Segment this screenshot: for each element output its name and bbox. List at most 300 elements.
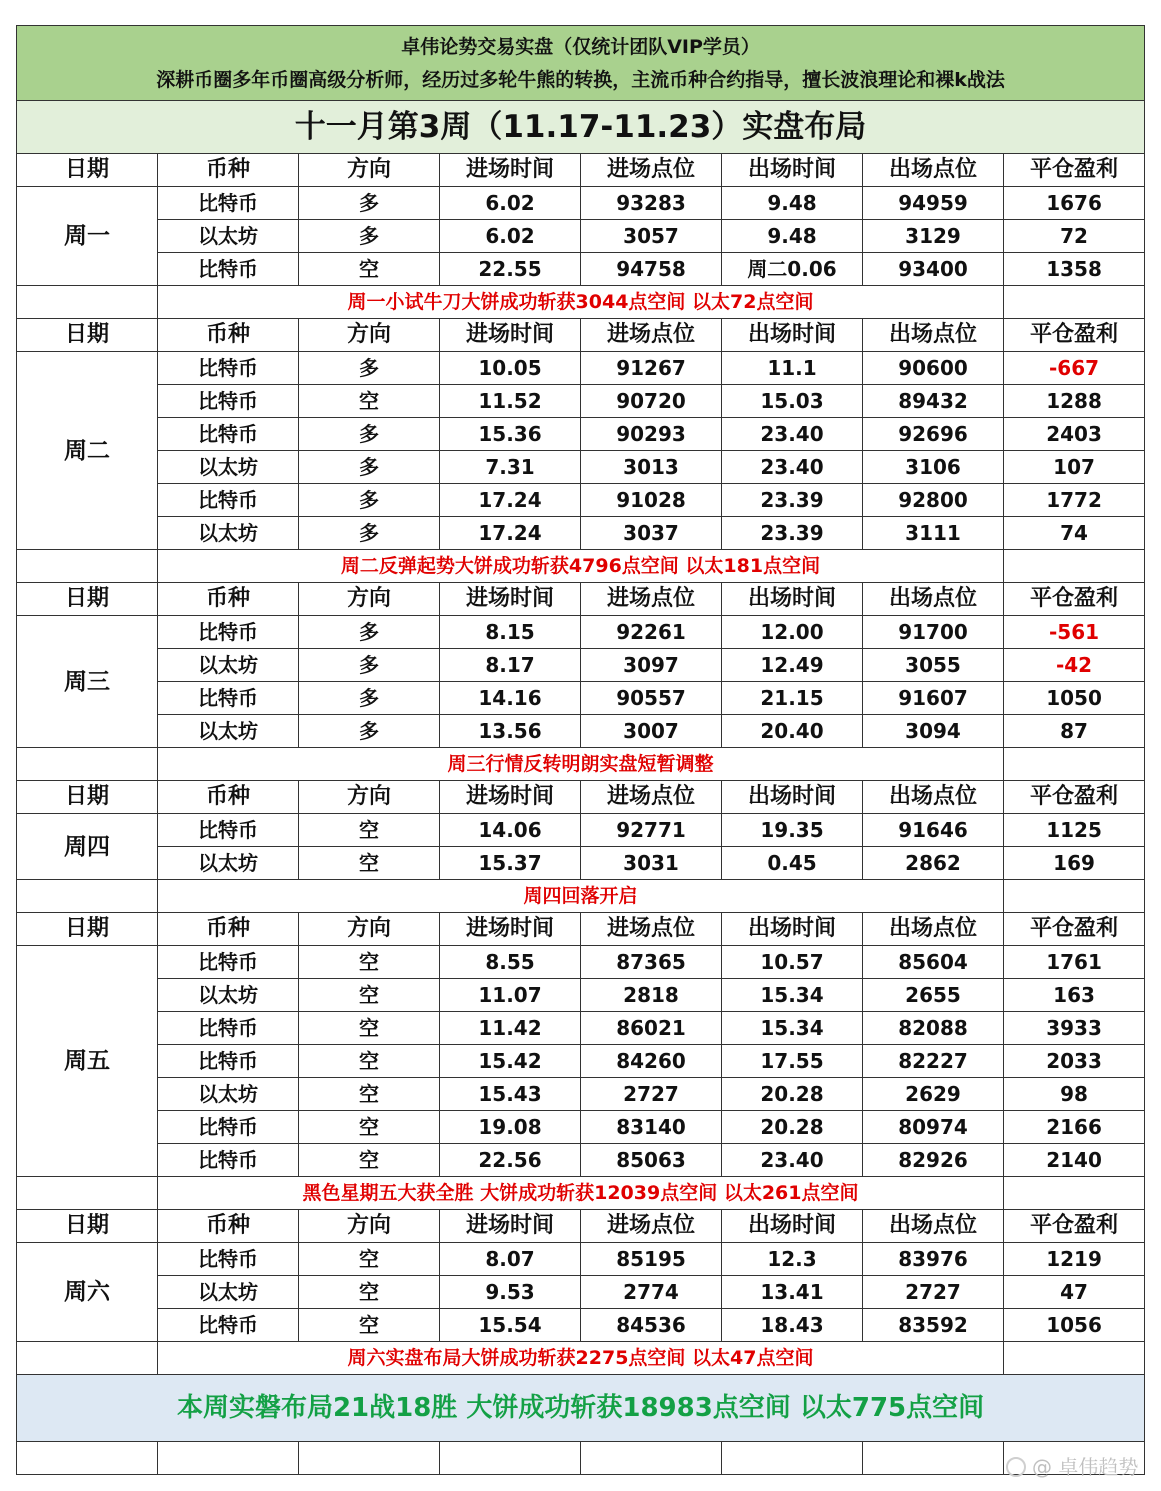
cell-entry-price: 3031 <box>581 847 722 880</box>
cell-entry-time: 9.53 <box>440 1276 581 1309</box>
day-label: 周三 <box>17 616 158 748</box>
cell-profit: 1761 <box>1004 946 1145 979</box>
table-row <box>17 847 1145 880</box>
note-empty-left <box>17 1342 158 1375</box>
cell-coin: 以太坊 <box>158 715 299 748</box>
cell-direction: 多 <box>299 484 440 517</box>
day-label: 周五 <box>17 946 158 1177</box>
cell-exit-price: 92696 <box>863 418 1004 451</box>
column-header: 进场时间 <box>440 154 581 187</box>
column-header: 出场点位 <box>863 913 1004 946</box>
cell-profit: 2033 <box>1004 1045 1145 1078</box>
column-header: 进场时间 <box>440 1210 581 1243</box>
note-empty-right <box>1004 1177 1145 1210</box>
day-summary-note: 周三行情反转明朗实盘短暂调整 <box>158 748 1004 781</box>
trade-table <box>16 25 1145 1475</box>
cell-direction: 空 <box>299 253 440 286</box>
banner-line-2: 深耕币圈多年币圈高级分析师，经历过多轮牛熊的转换，主流币种合约指导，擅长波浪理论和裸k战法 <box>17 63 1145 101</box>
cell-exit-time: 周二0.06 <box>722 253 863 286</box>
cell-exit-time: 0.45 <box>722 847 863 880</box>
column-header: 平仓盈利 <box>1004 1210 1145 1243</box>
column-header: 出场时间 <box>722 781 863 814</box>
column-header: 出场点位 <box>863 1210 1004 1243</box>
table-row <box>17 649 1145 682</box>
cell-exit-price: 92800 <box>863 484 1004 517</box>
note-empty-right <box>1004 880 1145 913</box>
cell-direction: 多 <box>299 451 440 484</box>
cell-direction: 空 <box>299 847 440 880</box>
cell-coin: 比特币 <box>158 814 299 847</box>
cell-direction: 多 <box>299 352 440 385</box>
cell-profit: -561 <box>1004 616 1145 649</box>
cell-coin: 比特币 <box>158 946 299 979</box>
table-row <box>17 418 1145 451</box>
day-summary-note: 黑色星期五大获全胜 大饼成功斩获12039点空间 以太261点空间 <box>158 1177 1004 1210</box>
note-row <box>17 550 1145 583</box>
note-empty-right <box>1004 550 1145 583</box>
table-row <box>17 1045 1145 1078</box>
cell-direction: 多 <box>299 187 440 220</box>
column-header: 平仓盈利 <box>1004 583 1145 616</box>
cell-coin: 比特币 <box>158 484 299 517</box>
cell-entry-price: 3057 <box>581 220 722 253</box>
column-header: 进场时间 <box>440 913 581 946</box>
cell-profit: 87 <box>1004 715 1145 748</box>
column-header: 币种 <box>158 583 299 616</box>
cell-coin: 以太坊 <box>158 979 299 1012</box>
cell-entry-time: 8.15 <box>440 616 581 649</box>
column-header: 进场点位 <box>581 781 722 814</box>
cell-coin: 比特币 <box>158 682 299 715</box>
cell-profit: -42 <box>1004 649 1145 682</box>
cell-exit-time: 15.03 <box>722 385 863 418</box>
cell-exit-time: 12.00 <box>722 616 863 649</box>
cell-entry-price: 94758 <box>581 253 722 286</box>
cell-profit: 163 <box>1004 979 1145 1012</box>
cell-entry-time: 22.56 <box>440 1144 581 1177</box>
cell-coin: 以太坊 <box>158 649 299 682</box>
cell-entry-time: 7.31 <box>440 451 581 484</box>
blank-cell <box>158 1442 299 1475</box>
cell-exit-time: 23.40 <box>722 1144 863 1177</box>
cell-entry-time: 14.06 <box>440 814 581 847</box>
cell-entry-time: 17.24 <box>440 484 581 517</box>
cell-entry-time: 15.36 <box>440 418 581 451</box>
column-header: 进场点位 <box>581 583 722 616</box>
cell-coin: 以太坊 <box>158 1276 299 1309</box>
cell-entry-time: 11.52 <box>440 385 581 418</box>
cell-coin: 比特币 <box>158 1045 299 1078</box>
note-empty-right <box>1004 286 1145 319</box>
column-header: 出场时间 <box>722 913 863 946</box>
cell-direction: 空 <box>299 1144 440 1177</box>
cell-exit-time: 19.35 <box>722 814 863 847</box>
table-row <box>17 517 1145 550</box>
column-header: 进场时间 <box>440 583 581 616</box>
cell-exit-price: 89432 <box>863 385 1004 418</box>
column-header: 方向 <box>299 154 440 187</box>
table-row <box>17 1012 1145 1045</box>
cell-coin: 比特币 <box>158 1309 299 1342</box>
banner-row-1 <box>17 26 1145 64</box>
day-label: 周六 <box>17 1243 158 1342</box>
trade-sheet <box>16 25 1144 1475</box>
note-row <box>17 748 1145 781</box>
table-row <box>17 814 1145 847</box>
cell-entry-time: 15.42 <box>440 1045 581 1078</box>
cell-profit: 1125 <box>1004 814 1145 847</box>
column-header: 出场点位 <box>863 319 1004 352</box>
cell-exit-price: 82227 <box>863 1045 1004 1078</box>
cell-entry-price: 83140 <box>581 1111 722 1144</box>
cell-exit-time: 18.43 <box>722 1309 863 1342</box>
column-header: 日期 <box>17 1210 158 1243</box>
cell-entry-price: 90293 <box>581 418 722 451</box>
cell-direction: 空 <box>299 979 440 1012</box>
cell-entry-price: 92261 <box>581 616 722 649</box>
table-row <box>17 682 1145 715</box>
table-row <box>17 220 1145 253</box>
day-summary-note: 周一小试牛刀大饼成功斩获3044点空间 以太72点空间 <box>158 286 1004 319</box>
column-header: 方向 <box>299 913 440 946</box>
cell-direction: 多 <box>299 649 440 682</box>
note-row <box>17 286 1145 319</box>
banner-row-2 <box>17 63 1145 101</box>
cell-profit: 169 <box>1004 847 1145 880</box>
cell-coin: 以太坊 <box>158 847 299 880</box>
blank-cell <box>863 1442 1004 1475</box>
cell-entry-price: 91028 <box>581 484 722 517</box>
column-header: 日期 <box>17 319 158 352</box>
blank-row <box>17 1442 1145 1475</box>
summary-row <box>17 1375 1145 1442</box>
day-label: 周二 <box>17 352 158 550</box>
column-header: 日期 <box>17 781 158 814</box>
header-row <box>17 154 1145 187</box>
table-row <box>17 1111 1145 1144</box>
cell-coin: 以太坊 <box>158 517 299 550</box>
cell-direction: 多 <box>299 220 440 253</box>
cell-coin: 比特币 <box>158 253 299 286</box>
header-row <box>17 319 1145 352</box>
column-header: 出场时间 <box>722 583 863 616</box>
blank-cell <box>299 1442 440 1475</box>
cell-entry-time: 13.56 <box>440 715 581 748</box>
cell-entry-time: 8.55 <box>440 946 581 979</box>
cell-direction: 空 <box>299 1309 440 1342</box>
watermark <box>1006 1451 1138 1480</box>
cell-coin: 比特币 <box>158 1111 299 1144</box>
column-header: 方向 <box>299 1210 440 1243</box>
blank-cell <box>17 1442 158 1475</box>
column-header: 平仓盈利 <box>1004 154 1145 187</box>
cell-profit: 1358 <box>1004 253 1145 286</box>
cell-exit-time: 17.55 <box>722 1045 863 1078</box>
blank-cell <box>722 1442 863 1475</box>
cell-profit: 1219 <box>1004 1243 1145 1276</box>
cell-exit-time: 20.28 <box>722 1111 863 1144</box>
header-row <box>17 583 1145 616</box>
cell-exit-price: 3106 <box>863 451 1004 484</box>
column-header: 方向 <box>299 319 440 352</box>
cell-entry-time: 15.54 <box>440 1309 581 1342</box>
cell-exit-price: 91607 <box>863 682 1004 715</box>
cell-profit: 98 <box>1004 1078 1145 1111</box>
table-row <box>17 1309 1145 1342</box>
cell-exit-time: 12.3 <box>722 1243 863 1276</box>
cell-profit: 2166 <box>1004 1111 1145 1144</box>
column-header: 出场时间 <box>722 1210 863 1243</box>
cell-direction: 空 <box>299 814 440 847</box>
cell-coin: 以太坊 <box>158 220 299 253</box>
table-row <box>17 1243 1145 1276</box>
cell-direction: 空 <box>299 946 440 979</box>
cell-entry-price: 84536 <box>581 1309 722 1342</box>
cell-direction: 空 <box>299 1045 440 1078</box>
cell-profit: 107 <box>1004 451 1145 484</box>
cell-entry-time: 22.55 <box>440 253 581 286</box>
column-header: 方向 <box>299 781 440 814</box>
cell-entry-time: 15.43 <box>440 1078 581 1111</box>
cell-entry-time: 8.07 <box>440 1243 581 1276</box>
cell-profit: 2140 <box>1004 1144 1145 1177</box>
cell-entry-time: 10.05 <box>440 352 581 385</box>
cell-entry-time: 6.02 <box>440 187 581 220</box>
cell-profit: 1772 <box>1004 484 1145 517</box>
cell-exit-price: 90600 <box>863 352 1004 385</box>
column-header: 币种 <box>158 913 299 946</box>
cell-exit-time: 20.40 <box>722 715 863 748</box>
cell-entry-time: 11.07 <box>440 979 581 1012</box>
table-row <box>17 979 1145 1012</box>
note-empty-right <box>1004 1342 1145 1375</box>
table-row <box>17 616 1145 649</box>
cell-coin: 以太坊 <box>158 1078 299 1111</box>
header-row <box>17 913 1145 946</box>
cell-entry-price: 2774 <box>581 1276 722 1309</box>
table-row <box>17 715 1145 748</box>
table-row <box>17 352 1145 385</box>
cell-exit-price: 91646 <box>863 814 1004 847</box>
cell-coin: 比特币 <box>158 1243 299 1276</box>
cell-entry-price: 85063 <box>581 1144 722 1177</box>
cell-profit: 1050 <box>1004 682 1145 715</box>
table-row <box>17 187 1145 220</box>
column-header: 平仓盈利 <box>1004 319 1145 352</box>
cell-profit: 74 <box>1004 517 1145 550</box>
watermark-text: @ 卓伟趋势 <box>1032 1455 1139 1479</box>
cell-entry-price: 3013 <box>581 451 722 484</box>
cell-exit-price: 82088 <box>863 1012 1004 1045</box>
cell-exit-price: 3055 <box>863 649 1004 682</box>
week-summary: 本周实磐布局21战18胜 大饼成功斩获18983点空间 以太775点空间 <box>17 1375 1145 1442</box>
column-header: 日期 <box>17 913 158 946</box>
cell-exit-price: 2862 <box>863 847 1004 880</box>
column-header: 出场时间 <box>722 154 863 187</box>
column-header: 进场点位 <box>581 319 722 352</box>
cell-exit-price: 2629 <box>863 1078 1004 1111</box>
table-row <box>17 946 1145 979</box>
blank-cell <box>440 1442 581 1475</box>
cell-coin: 比特币 <box>158 385 299 418</box>
cell-exit-price: 3111 <box>863 517 1004 550</box>
cell-direction: 空 <box>299 385 440 418</box>
cell-exit-price: 2727 <box>863 1276 1004 1309</box>
column-header: 币种 <box>158 1210 299 1243</box>
header-row <box>17 1210 1145 1243</box>
note-empty-left <box>17 880 158 913</box>
cell-entry-time: 17.24 <box>440 517 581 550</box>
column-header: 进场时间 <box>440 319 581 352</box>
cell-profit: 47 <box>1004 1276 1145 1309</box>
cell-entry-time: 15.37 <box>440 847 581 880</box>
cell-direction: 空 <box>299 1243 440 1276</box>
cell-entry-time: 14.16 <box>440 682 581 715</box>
cell-exit-price: 3129 <box>863 220 1004 253</box>
column-header: 平仓盈利 <box>1004 913 1145 946</box>
column-header: 出场时间 <box>722 319 863 352</box>
column-header: 日期 <box>17 583 158 616</box>
cell-direction: 空 <box>299 1078 440 1111</box>
cell-exit-price: 91700 <box>863 616 1004 649</box>
cell-coin: 比特币 <box>158 352 299 385</box>
table-row <box>17 1078 1145 1111</box>
day-summary-note: 周四回落开启 <box>158 880 1004 913</box>
cell-exit-time: 23.40 <box>722 418 863 451</box>
cell-exit-price: 93400 <box>863 253 1004 286</box>
cell-profit: -667 <box>1004 352 1145 385</box>
cell-exit-price: 94959 <box>863 187 1004 220</box>
cell-exit-time: 23.39 <box>722 484 863 517</box>
cell-exit-time: 23.39 <box>722 517 863 550</box>
cell-entry-time: 6.02 <box>440 220 581 253</box>
column-header: 币种 <box>158 319 299 352</box>
cell-entry-time: 11.42 <box>440 1012 581 1045</box>
cell-entry-price: 91267 <box>581 352 722 385</box>
cell-entry-price: 84260 <box>581 1045 722 1078</box>
note-row <box>17 1342 1145 1375</box>
cell-entry-price: 2727 <box>581 1078 722 1111</box>
note-empty-right <box>1004 748 1145 781</box>
cell-exit-time: 13.41 <box>722 1276 863 1309</box>
cell-entry-time: 8.17 <box>440 649 581 682</box>
column-header: 出场点位 <box>863 781 1004 814</box>
cell-exit-price: 85604 <box>863 946 1004 979</box>
note-empty-left <box>17 550 158 583</box>
column-header: 平仓盈利 <box>1004 781 1145 814</box>
note-empty-left <box>17 286 158 319</box>
cell-coin: 比特币 <box>158 418 299 451</box>
table-row <box>17 253 1145 286</box>
cell-entry-price: 2818 <box>581 979 722 1012</box>
cell-exit-price: 83976 <box>863 1243 1004 1276</box>
column-header: 币种 <box>158 781 299 814</box>
cell-exit-price: 80974 <box>863 1111 1004 1144</box>
cell-profit: 3933 <box>1004 1012 1145 1045</box>
page-title: 十一月第3周（11.17-11.23）实盘布局 <box>17 101 1145 154</box>
cell-exit-price: 2655 <box>863 979 1004 1012</box>
column-header: 进场点位 <box>581 1210 722 1243</box>
cell-exit-time: 21.15 <box>722 682 863 715</box>
cell-direction: 空 <box>299 1276 440 1309</box>
column-header: 进场点位 <box>581 154 722 187</box>
cell-direction: 多 <box>299 715 440 748</box>
watermark-logo-icon <box>1006 1457 1026 1477</box>
cell-entry-price: 90557 <box>581 682 722 715</box>
note-row <box>17 1177 1145 1210</box>
cell-coin: 比特币 <box>158 1012 299 1045</box>
cell-exit-price: 82926 <box>863 1144 1004 1177</box>
column-header: 出场点位 <box>863 154 1004 187</box>
column-header: 币种 <box>158 154 299 187</box>
cell-entry-price: 87365 <box>581 946 722 979</box>
cell-coin: 以太坊 <box>158 451 299 484</box>
cell-direction: 多 <box>299 418 440 451</box>
table-row <box>17 1144 1145 1177</box>
cell-coin: 比特币 <box>158 187 299 220</box>
cell-entry-price: 3007 <box>581 715 722 748</box>
cell-direction: 多 <box>299 682 440 715</box>
note-row <box>17 880 1145 913</box>
cell-profit: 1676 <box>1004 187 1145 220</box>
cell-profit: 1056 <box>1004 1309 1145 1342</box>
cell-entry-time: 19.08 <box>440 1111 581 1144</box>
cell-direction: 多 <box>299 517 440 550</box>
cell-direction: 空 <box>299 1012 440 1045</box>
table-row <box>17 1276 1145 1309</box>
day-label: 周一 <box>17 187 158 286</box>
cell-profit: 2403 <box>1004 418 1145 451</box>
cell-entry-price: 86021 <box>581 1012 722 1045</box>
column-header: 日期 <box>17 154 158 187</box>
cell-coin: 比特币 <box>158 616 299 649</box>
column-header: 进场点位 <box>581 913 722 946</box>
cell-coin: 比特币 <box>158 1144 299 1177</box>
day-summary-note: 周六实盘布局大饼成功斩获2275点空间 以太47点空间 <box>158 1342 1004 1375</box>
cell-exit-time: 9.48 <box>722 220 863 253</box>
cell-entry-price: 3037 <box>581 517 722 550</box>
cell-direction: 空 <box>299 1111 440 1144</box>
cell-entry-price: 85195 <box>581 1243 722 1276</box>
table-row <box>17 451 1145 484</box>
header-row <box>17 781 1145 814</box>
cell-exit-time: 11.1 <box>722 352 863 385</box>
table-row <box>17 385 1145 418</box>
title-row <box>17 101 1145 154</box>
cell-entry-price: 93283 <box>581 187 722 220</box>
day-summary-note: 周二反弹起势大饼成功斩获4796点空间 以太181点空间 <box>158 550 1004 583</box>
cell-exit-time: 15.34 <box>722 979 863 1012</box>
cell-direction: 多 <box>299 616 440 649</box>
banner-line-1: 卓伟论势交易实盘（仅统计团队VIP学员） <box>17 26 1145 64</box>
cell-entry-price: 3097 <box>581 649 722 682</box>
cell-exit-time: 10.57 <box>722 946 863 979</box>
cell-exit-price: 3094 <box>863 715 1004 748</box>
cell-entry-price: 92771 <box>581 814 722 847</box>
cell-exit-price: 83592 <box>863 1309 1004 1342</box>
cell-exit-time: 20.28 <box>722 1078 863 1111</box>
blank-cell <box>581 1442 722 1475</box>
cell-exit-time: 23.40 <box>722 451 863 484</box>
column-header: 进场时间 <box>440 781 581 814</box>
note-empty-left <box>17 1177 158 1210</box>
cell-profit: 72 <box>1004 220 1145 253</box>
cell-profit: 1288 <box>1004 385 1145 418</box>
cell-exit-time: 15.34 <box>722 1012 863 1045</box>
cell-entry-price: 90720 <box>581 385 722 418</box>
day-label: 周四 <box>17 814 158 880</box>
note-empty-left <box>17 748 158 781</box>
